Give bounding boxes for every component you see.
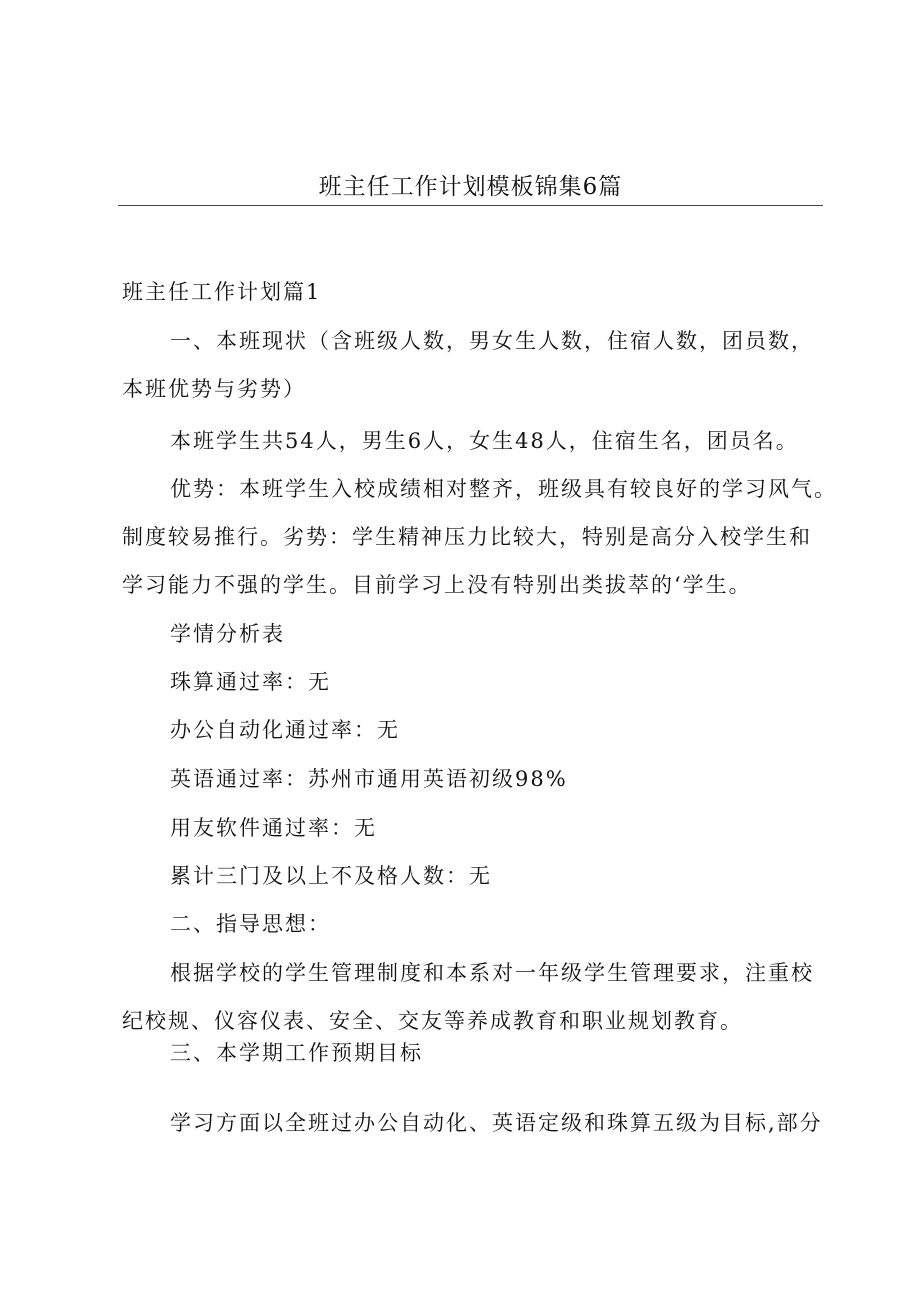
paragraph-line: 学情分析表 bbox=[170, 622, 285, 646]
section-heading: 班主任工作计划篇1 bbox=[122, 280, 322, 304]
paragraph-line: 累计三门及以上不及格人数：无 bbox=[170, 864, 492, 888]
paragraph-line: 根据学校的学生管理制度和本系对一年级学生管理要求，注重校 bbox=[170, 961, 814, 985]
paragraph-line: 学习能力不强的学生。目前学习上没有特别出类拔萃的‘学生。 bbox=[122, 573, 752, 597]
paragraph-line: 优势：本班学生入校成绩相对整齐，班级具有较良好的学习风气。 bbox=[170, 477, 837, 501]
paragraph-line: 珠算通过率：无 bbox=[170, 670, 331, 694]
paragraph-line: 本班学生共54人，男生6人，女生48人，住宿生名，团员名。 bbox=[170, 429, 799, 453]
paragraph-line: 制度较易推行。劣势：学生精神压力比较大，特别是高分入校学生和 bbox=[122, 525, 812, 549]
paragraph-line: 本班优势与劣势） bbox=[122, 377, 306, 401]
paragraph-line: 办公自动化通过率：无 bbox=[170, 718, 400, 742]
paragraph-line: 二、指导思想： bbox=[170, 912, 331, 936]
paragraph-line: 学习方面以全班过办公自动化、英语定级和珠算五级为目标,部分 bbox=[170, 1111, 823, 1135]
paragraph-line: 纪校规、仪容仪表、安全、交友等养成教育和职业规划教育。 bbox=[122, 1009, 743, 1033]
paragraph-line: 一、本班现状（含班级人数，男女生人数，住宿人数，团员数， bbox=[170, 329, 814, 353]
document-title: 班主任工作计划模板锦集6篇 bbox=[318, 174, 623, 200]
paragraph-line: 三、本学期工作预期目标 bbox=[170, 1041, 423, 1065]
paragraph-line: 英语通过率：苏州市通用英语初级98% bbox=[170, 767, 568, 791]
paragraph-line: 用友软件通过率：无 bbox=[170, 816, 377, 840]
title-underline bbox=[118, 205, 823, 206]
